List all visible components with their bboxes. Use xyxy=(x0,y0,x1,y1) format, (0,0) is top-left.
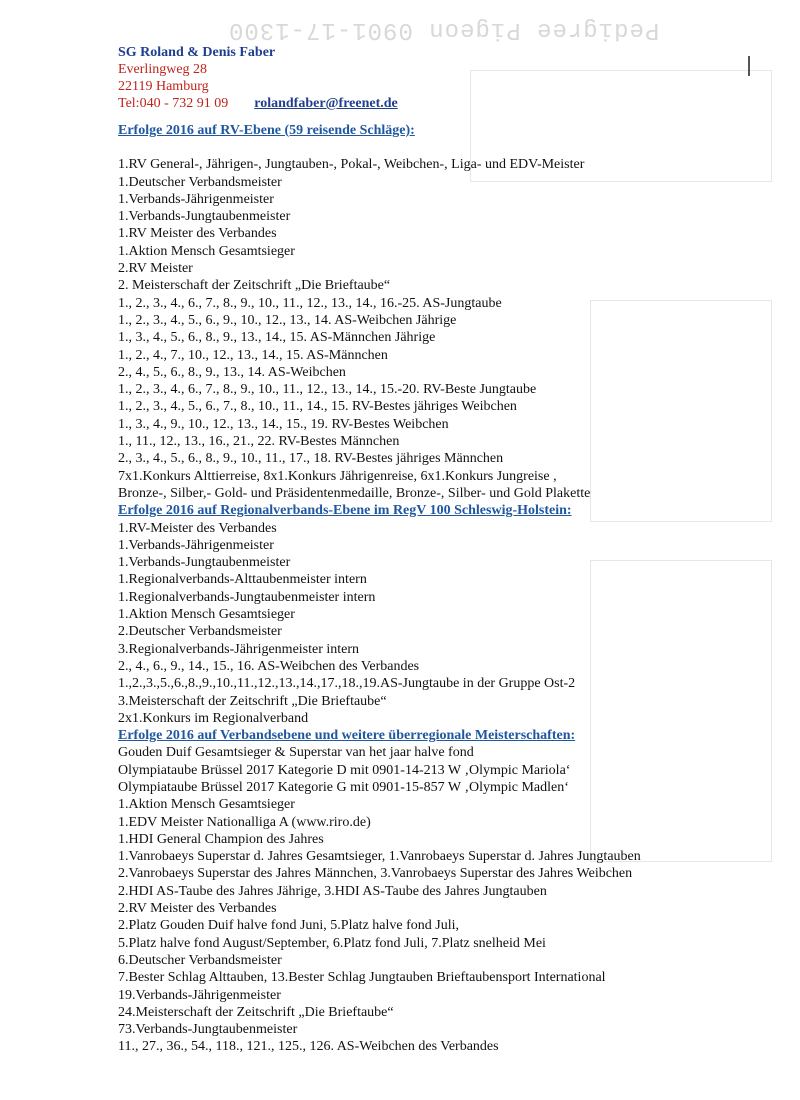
list-item: 24.Meisterschaft der Zeitschrift „Die Brieftaube“ xyxy=(118,1004,394,1020)
list-item: 1.HDI General Champion des Jahres xyxy=(118,831,324,847)
letterhead xyxy=(118,44,758,112)
list-item: 1.EDV Meister Nationalliga A (www.riro.de) xyxy=(118,814,371,830)
list-item: 1.Aktion Mensch Gesamtsieger xyxy=(118,797,295,813)
list-item: 1., 2., 3., 4., 5., 6., 9., 10., 12., 13., 14. AS-Weibchen Jährige xyxy=(118,312,457,328)
section-list-rv xyxy=(118,156,758,502)
list-item: 2. Meisterschaft der Zeitschrift „Die Brieftaube“ xyxy=(118,278,391,294)
sender-email-link[interactable]: rolandfaber@freenet.de xyxy=(254,96,398,111)
list-item: 1.Verbands-Jährigenmeister xyxy=(118,537,274,553)
sender-name: SG Roland & Denis Faber xyxy=(118,45,276,60)
list-item: Bronze-, Silber,- Gold- und Präsidentenmedaille, Bronze-, Silber- und Gold Plakette xyxy=(118,485,591,501)
document-page xyxy=(118,44,758,1056)
list-item: 1., 11., 12., 13., 16., 21., 22. RV-Bestes Männchen xyxy=(118,434,400,450)
list-item: 2.HDI AS-Taube des Jahres Jährige, 3.HDI AS-Taube des Jahres Jungtauben xyxy=(118,883,547,899)
sender-phone: Tel:040 - 732 91 09 xyxy=(118,96,229,111)
list-item: 1.Verbands-Jungtaubenmeister xyxy=(118,209,291,225)
list-item: 1., 2., 3., 4., 6., 7., 8., 9., 10., 11., 12., 13., 14., 15.-20. RV-Beste Jungtaube xyxy=(118,382,537,398)
list-item: 5.Platz halve fond August/September, 6.Platz fond Juli, 7.Platz snelheid Mei xyxy=(118,935,546,951)
list-item: 2., 4., 5., 6., 8., 9., 13., 14. AS-Weibchen xyxy=(118,364,346,380)
list-item: 2.RV Meister xyxy=(118,261,193,277)
list-item: 1., 3., 4., 9., 10., 12., 13., 14., 15., 19. RV-Bestes Weibchen xyxy=(118,416,449,432)
list-item: Olympiataube Brüssel 2017 Kategorie D mit 0901-14-213 W ‚Olympic Mariola‘ xyxy=(118,762,571,778)
list-item: 1.Regionalverbands-Alttaubenmeister intern xyxy=(118,572,367,588)
section-title-rv: Erfolge 2016 auf RV-Ebene (59 reisende Schläge): xyxy=(118,123,415,138)
list-item: 1.Aktion Mensch Gesamtsieger xyxy=(118,607,295,623)
list-item: 3.Regionalverbands-Jährigenmeister intern xyxy=(118,641,360,657)
sender-phone-row xyxy=(118,95,758,112)
list-item: 19.Verbands-Jährigenmeister xyxy=(118,987,281,1003)
list-item: 1.Aktion Mensch Gesamtsieger xyxy=(118,243,295,259)
list-item: 1.Verbands-Jungtaubenmeister xyxy=(118,555,291,571)
sender-street: Everlingweg 28 xyxy=(118,62,208,77)
section-title-national: Erfolge 2016 auf Verbandsebene und weitere überregionale Meisterschaften: xyxy=(118,728,576,744)
list-item: 1.RV-Meister des Verbandes xyxy=(118,520,277,536)
section-list-national xyxy=(118,744,758,1055)
show-through-text: Pedigree Pigeon 0901-17-1300 xyxy=(228,16,660,43)
list-item: 6.Deutscher Verbandsmeister xyxy=(118,952,282,968)
list-item: 1.Deutscher Verbandsmeister xyxy=(118,174,282,190)
section-title-regional: Erfolge 2016 auf Regionalverbands-Ebene im RegV 100 Schleswig-Holstein: xyxy=(118,503,572,519)
list-item: 73.Verbands-Jungtaubenmeister xyxy=(118,1022,298,1038)
list-item: 2.Platz Gouden Duif halve fond Juni, 5.Platz halve fond Juli, xyxy=(118,918,459,934)
section-list-regional xyxy=(118,520,758,728)
list-item: 11., 27., 36., 54., 118., 121., 125., 126. AS-Weibchen des Verbandes xyxy=(118,1039,499,1055)
list-item: 1., 2., 3., 4., 5., 6., 7., 8., 10., 11., 14., 15. RV-Bestes jähriges Weibchen xyxy=(118,399,517,415)
list-item: 1., 2., 4., 7., 10., 12., 13., 14., 15. AS-Männchen xyxy=(118,347,388,363)
list-item: 1., 3., 4., 5., 6., 8., 9., 13., 14., 15. AS-Männchen Jährige xyxy=(118,330,436,346)
list-item: 1., 2., 3., 4., 6., 7., 8., 9., 10., 11., 12., 13., 14., 16.-25. AS-Jungtaube xyxy=(118,295,502,311)
list-item: 2x1.Konkurs im Regionalverband xyxy=(118,710,309,726)
sender-city: 22119 Hamburg xyxy=(118,79,209,94)
list-item: Olympiataube Brüssel 2017 Kategorie G mit 0901-15-857 W ‚Olympic Madlen‘ xyxy=(118,779,569,795)
list-item: 1.RV Meister des Verbandes xyxy=(118,226,277,242)
list-item: 1.Verbands-Jährigenmeister xyxy=(118,191,274,207)
list-item: 2., 3., 4., 5., 6., 8., 9., 10., 11., 17., 18. RV-Bestes jähriges Männchen xyxy=(118,451,504,467)
list-item: 2.RV Meister des Verbandes xyxy=(118,901,277,917)
list-item: 1.Vanrobaeys Superstar d. Jahres Gesamtsieger, 1.Vanrobaeys Superstar d. Jahres Jungtauben xyxy=(118,849,641,865)
list-item: 2.Deutscher Verbandsmeister xyxy=(118,624,282,640)
list-item: 1.Regionalverbands-Jungtaubenmeister intern xyxy=(118,589,376,605)
list-item: 7x1.Konkurs Alttierreise, 8x1.Konkurs Jährigenreise, 6x1.Konkurs Jungreise , xyxy=(118,468,557,484)
list-item: 2., 4., 6., 9., 14., 15., 16. AS-Weibchen des Verbandes xyxy=(118,658,420,674)
list-item: 1.RV General-, Jährigen-, Jungtauben-, Pokal-, Weibchen-, Liga- und EDV-Meister xyxy=(118,157,585,173)
list-item: 7.Bester Schlag Alttauben, 13.Bester Schlag Jungtauben Brieftaubensport International xyxy=(118,970,606,986)
list-item: 2.Vanrobaeys Superstar des Jahres Männchen, 3.Vanrobaeys Superstar des Jahres Weibchen xyxy=(118,866,633,882)
list-item: 3.Meisterschaft der Zeitschrift „Die Brieftaube“ xyxy=(118,693,387,709)
list-item: 1.,2.,3.,5.,6.,8.,9.,10.,11.,12.,13.,14.,17.,18.,19.AS-Jungtaube in der Gruppe Ost-2 xyxy=(118,676,576,692)
list-item: Gouden Duif Gesamtsieger & Superstar van het jaar halve fond xyxy=(118,745,474,761)
